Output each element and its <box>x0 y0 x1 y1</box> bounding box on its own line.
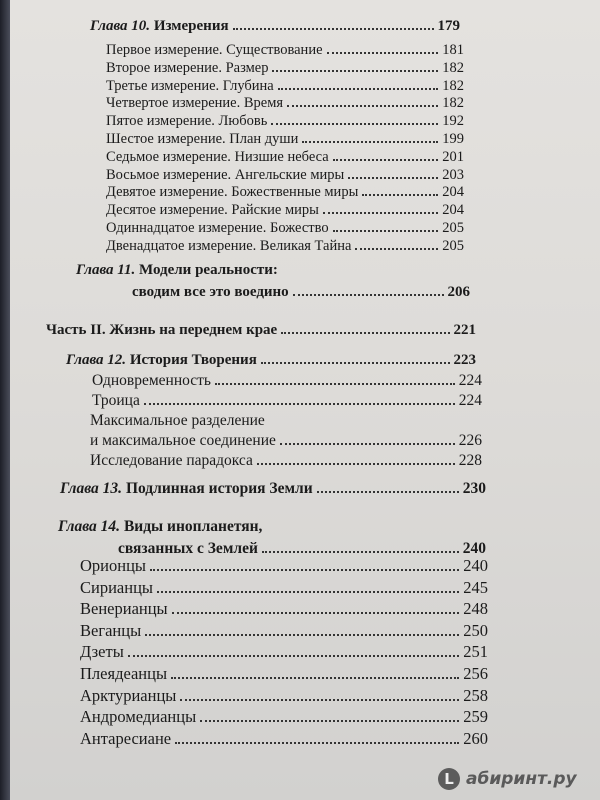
leader-dots <box>172 612 460 614</box>
leader-dots <box>272 70 438 72</box>
chapter-number: Глава 13. <box>60 480 123 497</box>
toc-chapter-14-line1 <box>58 518 262 536</box>
page-number: 240 <box>463 556 488 575</box>
toc-part-2 <box>46 322 476 339</box>
leader-dots <box>333 159 439 161</box>
entry-title: Восьмое измерение. Ангельские миры <box>106 166 345 183</box>
page-number: 179 <box>437 18 460 34</box>
chapter-number: Глава 12. <box>66 352 127 368</box>
toc-entry <box>106 184 464 201</box>
leader-dots <box>257 463 455 465</box>
entry-title: Девятое измерение. Божественные миры <box>106 184 359 201</box>
entry-title: Шестое измерение. План души <box>106 131 299 147</box>
page-number: 224 <box>458 392 482 409</box>
leader-dots <box>171 677 459 679</box>
page-number: 259 <box>463 707 488 727</box>
leader-dots <box>278 88 439 90</box>
leader-dots <box>157 591 459 593</box>
entry-title: Орионцы <box>80 556 146 575</box>
page-number: 251 <box>463 642 488 662</box>
chapter-number: Глава 14. <box>58 518 121 535</box>
entry-title: Андромедианцы <box>80 707 197 727</box>
part-title: Часть II. Жизнь на переднем крае <box>46 322 278 338</box>
chapter-title: Подлинная история Земли <box>122 480 313 497</box>
chapter-number: Глава 11. <box>76 262 136 278</box>
page-number: 201 <box>442 148 464 165</box>
entry-title: Одиннадцатое измерение. Божество <box>106 220 329 236</box>
page-number: 205 <box>442 220 464 236</box>
leader-dots <box>317 491 459 493</box>
page-number: 192 <box>442 113 464 130</box>
toc-entry-line2 <box>90 432 482 450</box>
page-number: 204 <box>442 202 464 219</box>
toc-entry <box>80 578 488 598</box>
toc-entry <box>80 686 488 706</box>
page-number: 181 <box>442 42 464 58</box>
leader-dots <box>287 105 438 107</box>
leader-dots <box>180 699 459 701</box>
leader-dots <box>281 332 449 334</box>
chapter-title: Виды инопланетян, <box>120 518 263 535</box>
leader-dots <box>355 248 438 250</box>
leader-dots <box>333 230 439 232</box>
leader-dots <box>175 742 459 744</box>
entry-title: Антаресиане <box>80 728 172 748</box>
toc-chapter-10 <box>90 18 460 35</box>
leader-dots <box>280 443 455 445</box>
toc-entry <box>106 220 464 237</box>
watermark-text: абиринт.ру <box>466 769 577 789</box>
toc-entry <box>106 131 464 148</box>
page-number: 250 <box>463 620 488 640</box>
entry-title: Второе измерение. Размер <box>106 59 269 76</box>
toc-entry <box>106 167 464 184</box>
leader-dots <box>150 569 459 571</box>
page-number: 182 <box>442 59 464 76</box>
page-number: 256 <box>463 664 488 683</box>
entry-title: Дзеты <box>80 642 124 662</box>
page-number: 199 <box>442 131 464 147</box>
toc-entry <box>80 707 488 727</box>
page-number: 230 <box>462 480 486 497</box>
entry-title: Венерианцы <box>80 599 168 619</box>
page-number: 203 <box>442 166 464 183</box>
leader-dots <box>262 551 459 553</box>
entry-title: Плеядеанцы <box>80 664 168 683</box>
toc-entry <box>90 452 482 470</box>
page-number: 245 <box>463 577 488 597</box>
toc-entry <box>106 113 464 130</box>
toc-chapter-12 <box>66 352 476 369</box>
entry-title: Исследование парадокса <box>90 452 253 469</box>
page-number: 204 <box>442 184 464 201</box>
leader-dots <box>327 52 439 54</box>
entry-title: Максимальное разделение <box>90 412 265 429</box>
page-number: 224 <box>458 372 482 389</box>
entry-title: Арктурианцы <box>80 685 177 705</box>
leader-dots <box>145 634 459 636</box>
leader-dots <box>302 141 438 143</box>
toc-entry <box>92 392 482 410</box>
leader-dots <box>261 362 450 364</box>
leader-dots <box>215 383 455 385</box>
page-number: 223 <box>453 352 476 368</box>
page-number: 182 <box>442 77 464 94</box>
labirint-logo-icon: L <box>438 768 460 790</box>
toc-entry <box>106 149 464 166</box>
toc-entry <box>80 664 488 684</box>
page-left-edge <box>0 0 10 800</box>
toc-entry <box>80 621 488 641</box>
page-number: 258 <box>463 685 488 705</box>
toc-entry <box>106 95 464 112</box>
toc-entry <box>92 372 482 390</box>
leader-dots <box>233 28 434 30</box>
entry-title: Десятое измерение. Райские миры <box>106 202 319 219</box>
leader-dots <box>200 720 459 722</box>
leader-dots <box>348 177 438 179</box>
toc-entry <box>106 238 464 255</box>
entry-title: Третье измерение. Глубина <box>106 77 274 94</box>
entry-title: Троица <box>92 392 140 409</box>
page-number: 240 <box>462 540 486 557</box>
page-number: 226 <box>458 432 482 449</box>
toc-entry <box>106 60 464 77</box>
chapter-title: История Творения <box>126 352 257 368</box>
toc-entry <box>106 202 464 219</box>
chapter-title: Модели реальности: <box>135 262 278 278</box>
toc-entry <box>80 729 488 749</box>
book-page <box>10 0 600 800</box>
chapter-title: Измерения <box>150 18 229 34</box>
page-number: 206 <box>447 284 470 300</box>
page-number: 248 <box>463 599 488 619</box>
entry-title: Веганцы <box>80 620 142 640</box>
leader-dots <box>293 294 444 296</box>
page-number: 260 <box>463 728 488 748</box>
toc-entry <box>80 556 488 576</box>
leader-dots <box>144 403 455 405</box>
toc-entry <box>106 78 464 95</box>
leader-dots <box>271 123 438 125</box>
entry-title-cont: и максимальное соединение <box>90 432 276 449</box>
leader-dots <box>362 194 438 196</box>
chapter-number: Глава 10. <box>90 18 151 34</box>
toc-entry <box>80 599 488 619</box>
toc-entry <box>80 642 488 662</box>
page-number: 205 <box>442 237 464 254</box>
entry-title: Первое измерение. Существование <box>106 42 323 58</box>
watermark <box>438 766 588 792</box>
toc-entry <box>106 42 464 59</box>
entry-title: Сирианцы <box>80 577 153 597</box>
leader-dots <box>128 655 459 657</box>
toc-chapter-11-line2 <box>132 284 470 301</box>
entry-title: Одновременность <box>92 372 212 389</box>
toc-chapter-13 <box>60 480 486 498</box>
entry-title: Двенадцатое измерение. Великая Тайна <box>106 237 352 254</box>
chapter-title-cont: связанных с Землей <box>118 540 258 557</box>
page-number: 182 <box>442 95 464 112</box>
page-number: 221 <box>453 322 476 338</box>
entry-title: Четвертое измерение. Время <box>106 95 284 112</box>
toc-chapter-11-line1 <box>76 262 278 279</box>
entry-title: Пятое измерение. Любовь <box>106 113 268 130</box>
leader-dots <box>323 212 438 214</box>
toc-entry-line1 <box>90 412 265 430</box>
entry-title: Седьмое измерение. Низшие небеса <box>106 148 329 165</box>
page-number: 228 <box>458 452 482 469</box>
chapter-title-cont: сводим все это воедино <box>132 284 289 300</box>
